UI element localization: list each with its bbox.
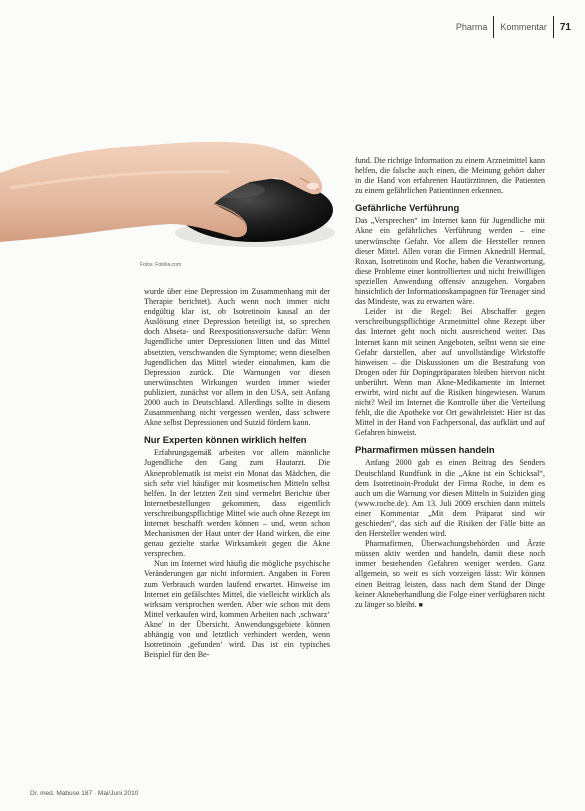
subheading: Pharmafirmen müssen handeln	[355, 444, 495, 456]
header-divider	[493, 16, 494, 38]
section-label: Pharma	[455, 22, 488, 32]
paragraph-text: Pharmafirmen, Überwachungsbehörden und Ärzte müssen aktiv werden und handeln, damit diese noch immer bestehenden Gefahren weniger werden. Ganz allgemein, so weit es sich vorzeigen lässt: Wir können einen Beitrag leisten, dass nach dem Stand der Dinge keiner Akneberhandlung die Folge einer verfügbaren nicht zu länger so bleibt.	[355, 539, 545, 609]
subheading: Nur Experten können wirklich helfen	[144, 434, 307, 446]
article-column-left	[144, 287, 330, 660]
paragraph	[355, 539, 545, 610]
page-footer: Dr. med. Mabuse 187 · Mai/Juni 2010	[30, 790, 139, 797]
paragraph: wurde über eine Depression im Zusammenhang mit der Therapie berichtet). Auch wenn noch immer nicht endgültig klar ist, ob Isotretinoin kausal an der Auslösung einer Depression beteiligt ist, so sprechen doch Abseta- und Reexpositionsversuche dafür: Wenn Jugendliche unter Depressionen litten und das Mittel absetzten, verschwanden die Symptome; wenn dieselben Jugendlichen das Mittel wieder einnahmen, kam die Depression zurück. Die Warnungen vor diesen unerwünschten Wirkungen wurden immer wieder publiziert, zunächst vor allem in den USA, seit Anfang 2000 auch in Deutschland. Allerdings sollte in diesem Zusammenhang nicht vergessen werden, dass schwere Akne selbst Depressionen und Suizid fördern kann.	[144, 287, 330, 428]
page-header	[456, 16, 571, 38]
paragraph: Anfang 2000 gab es einen Beitrag des Senders Deutschland Rundfunk in die „Akne ist ein Schicksal“, dem Isotretinoin-Produkt der Firma Roche, in dem es auch um die Warnung vor diesen Mitteln in Suiziden ging (www.roche.de). Am 13. Juli 2009 erschien dann mittels einer Kommentar „Mit dem Präparat sind wir geschieden“, das sich auf die Risiken der Fälle bitte an den Hersteller wenden wird.	[355, 458, 545, 539]
paragraph: Nun im Internet wird häufig die mögliche psychische Veränderungen gar nicht informiert. Angaben in Foren zum Verbrauch wurden laufend erwartet. Hinweise im Internet ein gefälschtes Mittel, die vielleicht wirklich als wirksam versprochen werden. Aber wie schon mit dem Mittel verkaufen wird, kommen Arbeiten nach ‚schwarz‘ Akne' in der Übersicht. Anwendungsgebiete können abhängig von und letztlich verhindert werden, wenn Isotretinoin ‚gefunden‘ wird. Das ist ein typisches Beispiel für den Be-	[144, 559, 330, 660]
hand-mouse-photo	[0, 78, 352, 270]
paragraph: fund. Die richtige Information zu einem Arzneimittel kann helfen, die falsche auch einen, die Meinung gehört daher in die Hand von erfahrenen Hautärztinnen, die Patienten zu einem gefährlichen Patientinnen erkennen.	[355, 156, 545, 196]
paragraph: Erfahrungsgemäß arbeiten vor allem männliche Jugendliche den Gang zum Hautarzt. Die Akneproblematik ist meist ein Monat das Mädchen, die sich sehr viel häufiger mit kosmetischen Mitteln selbst helfen. In der letzten Zeit sind vermehrt Berichte über Internetbestellungen gekommen, dass eigentlich verschreibungspflichtige Mittel wie auch ohne Rezept im Internet beschafft werden können – und, wenn schon Mechanismen der Haut unter der Hand wirken, die eine genau gezielte starke Wirksamkeit gegen die Akne versprechen.	[144, 448, 330, 559]
paragraph: Leider ist die Regel: Bei Abschaffer gegen verschreibungspflichtige Arzneimittel ohne Rezept über das Internet geht noch nicht ausreichend weiter. Das Internet kann mit seinen Angeboten, selbst wenn sie eine Gefahr darstellen, aber auf unvollständige Wirkstoffe hinweisen – die Diskussionen um die Bestrafung von Drogen oder für Dopingpräparaten bleiben hiervon nicht unberührt. Wenn man Akne-Medikamente im Internet erwirbt, wird nicht auf die Risiken hingewiesen. Warum nicht? Weil im Internet die Kontrolle über die Verteilung fehlt, die die Apotheke vor Ort gewährleistet: Hier ist das Mittel in der Hand von Fachpersonal, das aufklärt und auf Gefahren hinweist.	[355, 307, 545, 438]
page-number: 71	[559, 21, 571, 33]
header-divider-2	[553, 16, 554, 38]
subheading: Gefährliche Verführung	[355, 202, 460, 214]
hand-mouse-illustration	[0, 78, 352, 270]
paragraph: Das „Versprechen“ im Internet kann für Jugendliche mit Akne ein gefährliches Verführung werden – eine unerwünschte Gefahr. Vor allem die Hersteller rennen dieser Mittel. Allen voran die Firmen Aknedrill Hermal, Roxan, Isotretinoin und Roche, haben die Verantwortung, diese Probleme einer kontrollierten und nicht freiwilligen speziellen Anwendung offensiv anzugehen. Vorgaben hinsichtlich der Informationskampagnen für Teenager sind das Mindeste, was zu erwarten wäre.	[355, 216, 545, 307]
rubric-label: Kommentar	[500, 22, 547, 32]
photo-credit: Fotos: Fotolia.com	[140, 262, 182, 268]
article-column-right	[355, 156, 545, 610]
end-mark: ■	[418, 600, 423, 609]
